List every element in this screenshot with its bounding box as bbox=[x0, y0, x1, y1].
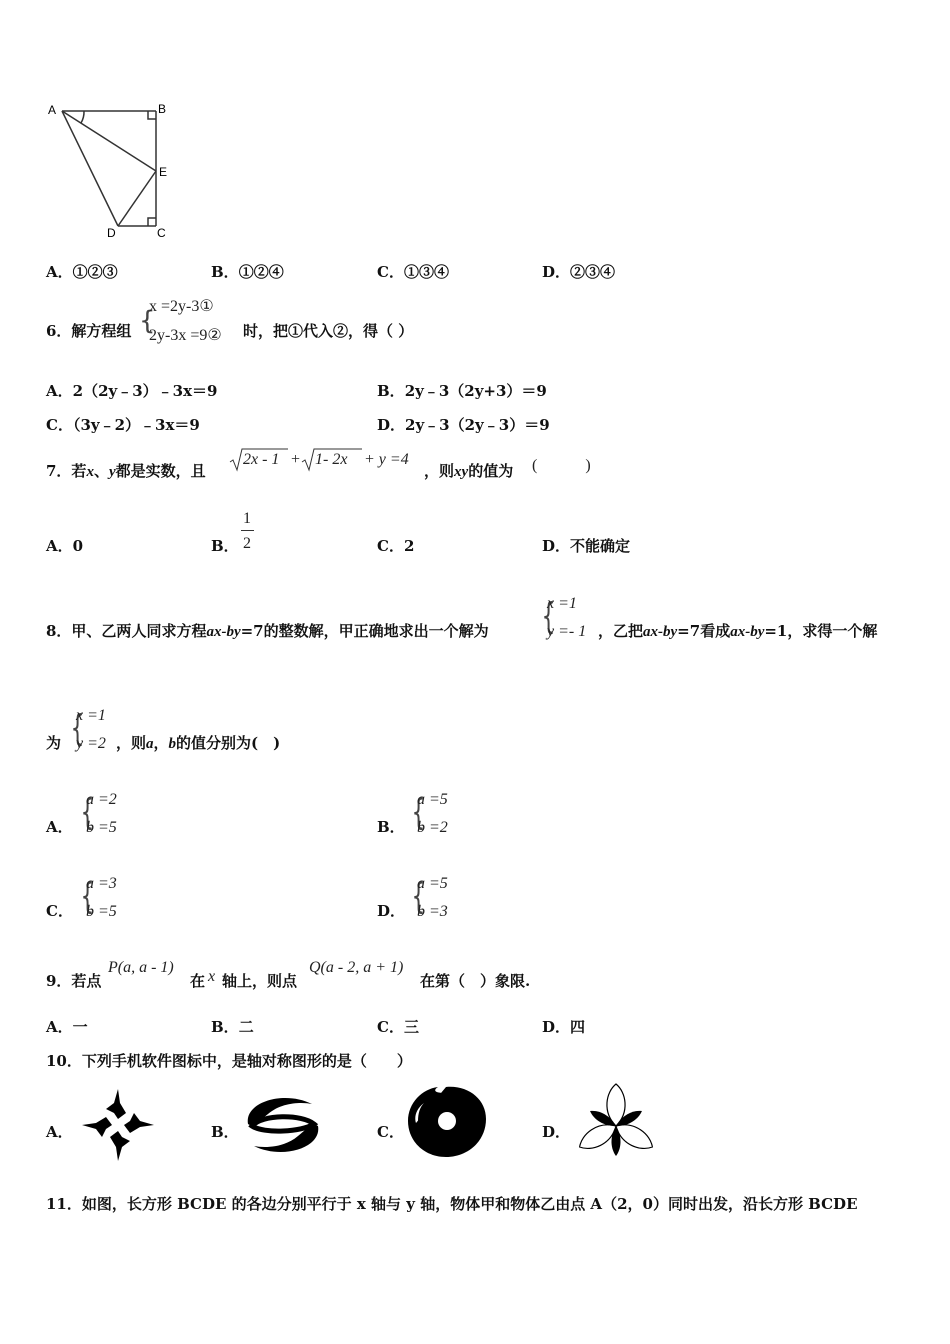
q11-stem: 11．如图，长方形 BCDE 的各边分别平行于 x 轴与 y 轴，物体甲和物体乙由点 A（2，0）同时出发，沿长方形 BCDE bbox=[46, 1195, 858, 1213]
q6-eq2: 2y-3x =9② bbox=[149, 327, 222, 344]
label-d: D bbox=[107, 226, 116, 240]
q8-brace-2: { bbox=[70, 708, 85, 749]
q6-stem: 6．解方程组 bbox=[46, 322, 132, 340]
q5-option-a[interactable]: A．①②③ bbox=[46, 263, 118, 281]
q8-option-b-row1: a =5 bbox=[417, 791, 448, 808]
q8-solution2-y: y =2 bbox=[76, 735, 106, 752]
q6-eq1: x =2y-3① bbox=[149, 298, 214, 315]
q8-stem-part2: ，乙把ax-by=7看成ax-by=1，求得一个解 bbox=[598, 622, 878, 640]
q10-option-b[interactable]: B． bbox=[211, 1123, 239, 1141]
q9-stem-start: 9．若点 bbox=[46, 972, 102, 990]
q8-option-a-row1: a =2 bbox=[86, 791, 117, 808]
label-b: B bbox=[158, 102, 167, 116]
q9-option-c[interactable]: C．三 bbox=[377, 1018, 419, 1036]
q7-option-a[interactable]: A．0 bbox=[46, 537, 84, 555]
q8-option-b-row2: b =2 bbox=[417, 819, 448, 836]
q10-option-d[interactable]: D． bbox=[542, 1123, 571, 1141]
q8-solution1-x: x =1 bbox=[547, 595, 577, 612]
q6-option-a[interactable]: A．2（2y﹣3）﹣3x＝9 bbox=[46, 382, 218, 400]
q8-brace-1: { bbox=[541, 596, 556, 637]
q6-option-c[interactable]: C．（3y﹣2）﹣3x＝9 bbox=[46, 416, 200, 434]
q8-solution1-y: y =- 1 bbox=[547, 623, 587, 640]
q7-option-b[interactable]: B． bbox=[211, 537, 239, 555]
q9-stem-mid: 轴上，则点 bbox=[222, 972, 298, 990]
q8-solution2-x: x =1 bbox=[76, 707, 106, 724]
q6-option-b[interactable]: B．2y﹣3（2y+3）＝9 bbox=[377, 382, 547, 400]
q8-option-a[interactable]: A． bbox=[46, 818, 73, 836]
q9-point-q: Q(a - 2, a + 1) bbox=[309, 959, 404, 976]
pinwheel-star-icon bbox=[80, 1087, 156, 1163]
q8-wei: 为 bbox=[46, 734, 62, 752]
q8-option-b-brace: { bbox=[411, 792, 426, 833]
q9-point-p: P(a, a - 1) bbox=[108, 959, 174, 976]
label-a: A bbox=[48, 103, 57, 117]
q7-stem-end: ，则xy的值为 bbox=[424, 462, 514, 480]
q9-option-d[interactable]: D．四 bbox=[542, 1018, 586, 1036]
q10-option-a[interactable]: A． bbox=[46, 1123, 73, 1141]
q8-option-c-row1: a =3 bbox=[86, 875, 117, 892]
q6-stem-tail: 时，把①代入②，得（ ） bbox=[243, 322, 414, 340]
q8-option-d-row2: b =3 bbox=[417, 903, 448, 920]
q8-option-b[interactable]: B． bbox=[377, 818, 405, 836]
ring-swoosh-icon bbox=[242, 1092, 324, 1158]
q8-option-d-row1: a =5 bbox=[417, 875, 448, 892]
q8-option-d-brace: { bbox=[411, 876, 426, 917]
q8-option-d[interactable]: D． bbox=[377, 902, 406, 920]
q6-brace: { bbox=[139, 306, 156, 336]
q9-stem-end: 在第（ ）象限. bbox=[420, 972, 531, 990]
orbit-circle-icon bbox=[406, 1083, 488, 1159]
trefoil-petal-icon bbox=[574, 1082, 658, 1162]
q7-radicand-2: 1- 2x bbox=[315, 451, 348, 468]
q10-option-c[interactable]: C． bbox=[377, 1123, 404, 1141]
q5-option-d[interactable]: D．②③④ bbox=[542, 263, 616, 281]
q7-option-c[interactable]: C．2 bbox=[377, 537, 415, 555]
q7-answer-paren: ( ) bbox=[532, 457, 591, 474]
q10-stem: 10．下列手机软件图标中，是轴对称图形的是（ ） bbox=[46, 1052, 412, 1070]
q5-option-c[interactable]: C．①③④ bbox=[377, 263, 449, 281]
q7-fraction-bar bbox=[241, 530, 254, 531]
q7-radicand-1: 2x - 1 bbox=[243, 451, 280, 468]
q7-stem-start: 7．若x、y都是实数，且 bbox=[46, 462, 206, 480]
q7-tail: + y =4 bbox=[364, 451, 409, 468]
q7-plus: + bbox=[291, 451, 301, 468]
label-c: C bbox=[157, 226, 166, 240]
q9-option-a[interactable]: A．一 bbox=[46, 1018, 88, 1036]
q8-option-a-row2: b =5 bbox=[86, 819, 117, 836]
q9-option-b[interactable]: B．二 bbox=[211, 1018, 254, 1036]
q8-option-c-row2: b =5 bbox=[86, 903, 117, 920]
q7-fraction-numerator: 1 bbox=[243, 510, 251, 527]
q8-stem-part3: ，则a，b的值分别为( ) bbox=[116, 734, 281, 752]
q9-x: x bbox=[208, 968, 216, 985]
q5-option-b[interactable]: B．①②④ bbox=[211, 263, 284, 281]
q7-option-d[interactable]: D．不能确定 bbox=[542, 537, 631, 555]
label-e: E bbox=[159, 165, 168, 179]
q8-option-a-brace: { bbox=[80, 792, 95, 833]
q8-option-c-brace: { bbox=[80, 876, 95, 917]
geometry-figure-abcde bbox=[44, 100, 174, 240]
q8-stem-part1: 8．甲、乙两人同求方程ax-by=7的整数解，甲正确地求出一个解为 bbox=[46, 622, 489, 640]
q8-option-c[interactable]: C． bbox=[46, 902, 73, 920]
q6-option-d[interactable]: D．2y﹣3（2y﹣3）＝9 bbox=[377, 416, 550, 434]
q9-in: 在 bbox=[190, 972, 206, 990]
q7-fraction-denominator: 2 bbox=[243, 535, 251, 552]
